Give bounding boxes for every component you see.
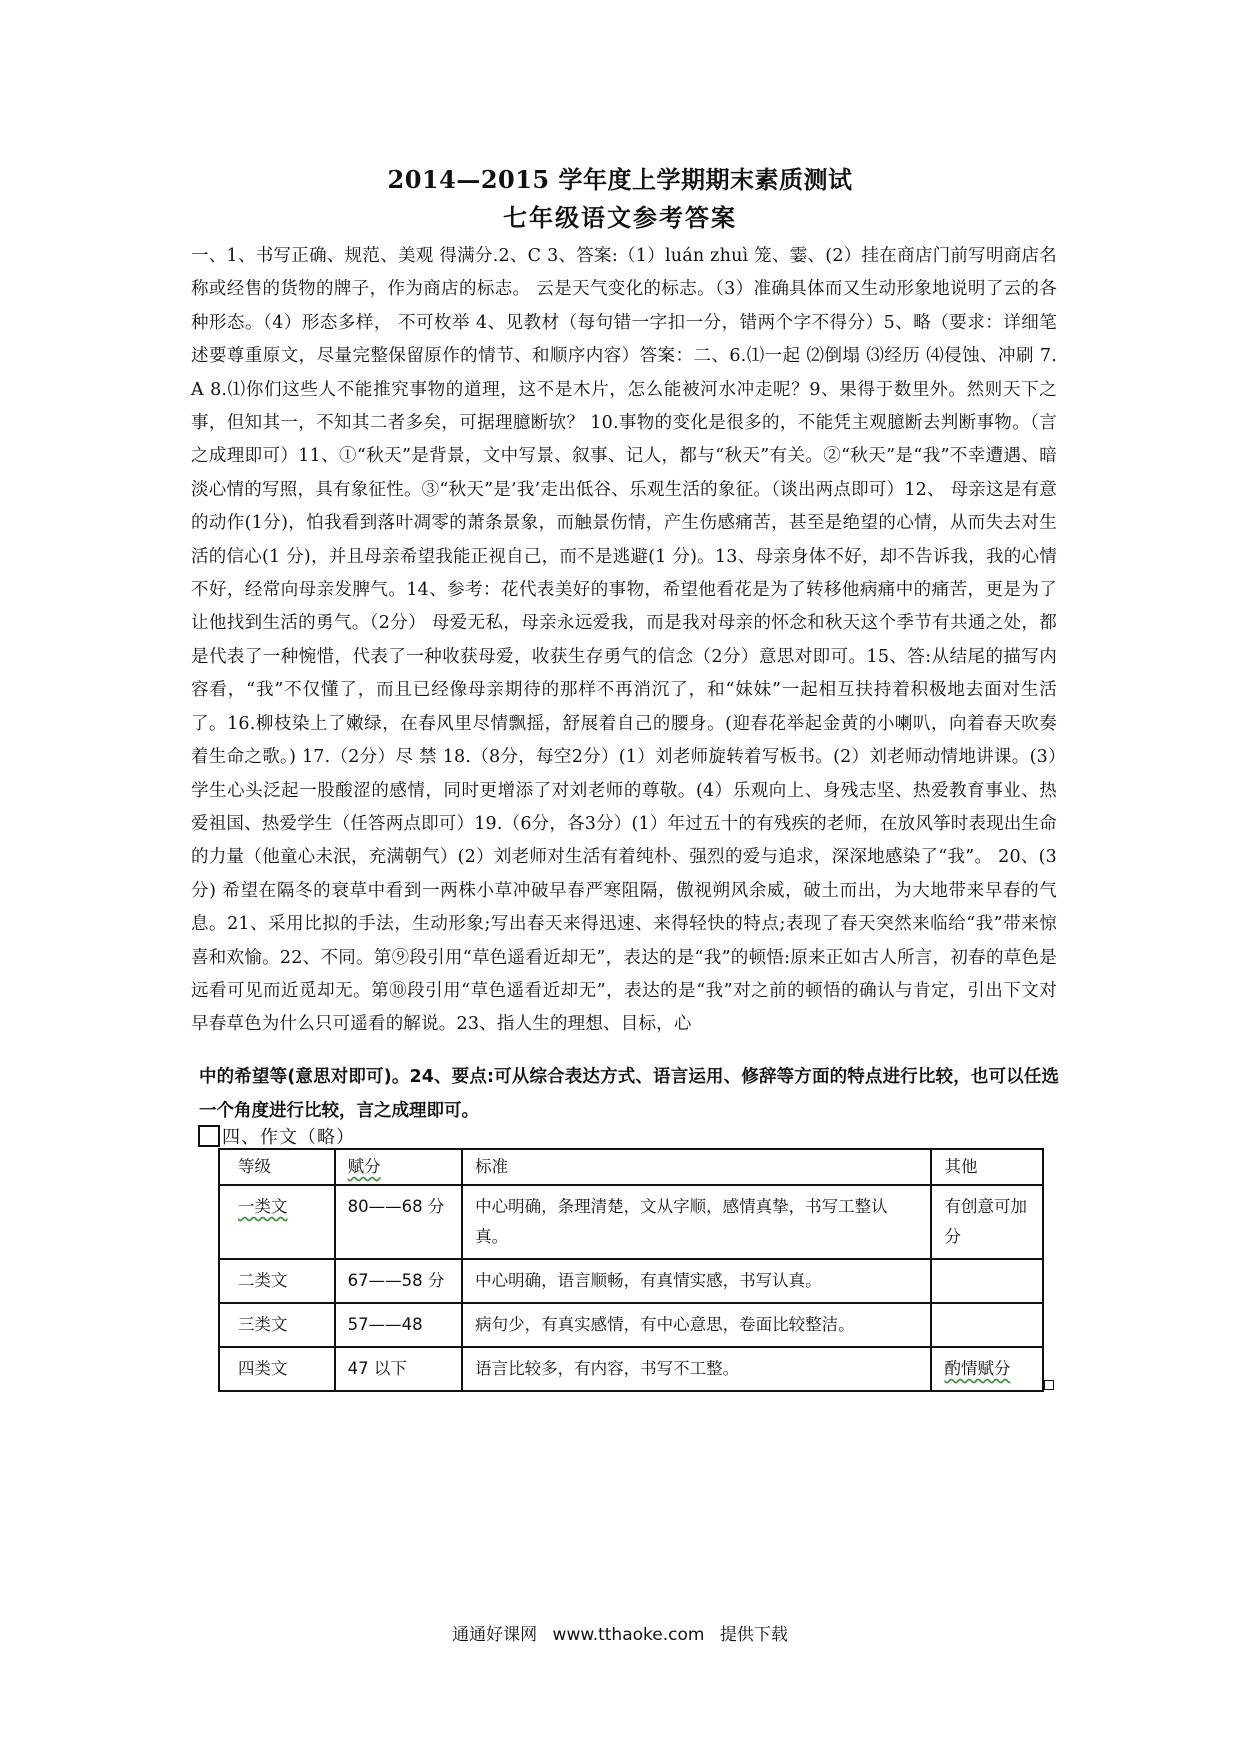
header-score-label: 赋分 — [347, 1157, 381, 1176]
cell-other — [931, 1259, 1043, 1303]
header-criteria: 标准 — [462, 1149, 931, 1185]
document-title: 2014—2015 学年度上学期期末素质测试 — [387, 165, 853, 194]
table-anchor-icon — [198, 1125, 220, 1147]
cell-score: 80——68 分 — [335, 1185, 463, 1259]
footer-url: www.tthaoke.com — [552, 1625, 705, 1645]
cell-score: 47 以下 — [335, 1347, 463, 1391]
cell-score: 67——58 分 — [335, 1259, 463, 1303]
document-subtitle: 七年级语文参考答案 — [503, 203, 737, 232]
cell-other — [931, 1303, 1043, 1347]
table-resize-handle — [1044, 1380, 1054, 1390]
table-row — [219, 1259, 1043, 1303]
grading-table — [218, 1148, 1044, 1392]
cell-grade: 四类文 — [219, 1347, 335, 1391]
composition-heading-text: 、作文（略） — [241, 1127, 355, 1148]
cell-criteria: 语言比较多，有内容，书写不工整。 — [462, 1347, 931, 1391]
answers-body — [191, 240, 1057, 1042]
answers-paragraph: 一、1、书写正确、规范、美观 得满分.2、C 3、答案:（1）luán zhuì 笼、霎、(2）挂在商店门前写明商店名称或经售的货物的牌子，作为商店的标志。 云是天气变化的标志。（3）准确具体而又生动形象地说明了云的各种形态。（4）形态多样， 不可枚举 4、见教材（每句错一字扣一分，错两个字不得分）5、略（要求：详细笔述要尊重原文，尽量完整保留原作的情节、和顺序内容）答案：二、6.⑴一起 ⑵倒塌 ⑶经历 ⑷侵蚀、冲刷 7. A 8.⑴你们这些人不能推究事物的道理，这不是木片，怎么能被河水冲走呢？9、果得于数里外。然则天下之事，但知其一，不知其二者多矣，可据理臆断欤？ 10.事物的变化是很多的，不能凭主观臆断去判断事物。（言之成理即可）11、①“秋天”是背景，文中写景、叙事、记人，都与“秋天”有关。②“秋天”是“我”不幸遭遇、暗淡心情的写照，具有象征性。③“秋天”是’我’走出低谷、乐观生活的象征。（谈出两点即可）12、 母亲这是有意的动作(1分)，怕我看到落叶凋零的萧条景象，而触景伤情，产生伤感痛苦，甚至是绝望的心情，从而失去对生活的信心(1 分)，并且母亲希望我能正视自己，而不是逃避(1 分)。13、母亲身体不好，却不告诉我，我的心情不好，经常向母亲发脾气。14、参考：花代表美好的事物，希望他看花是为了转移他病痛中的痛苦，更是为了让他找到生活的勇气。（2分） 母爱无私，母亲永远爱我，而是我对母亲的怀念和秋天这个季节有共通之处，都是代表了一种惋惜，代表了一种收获母爱，收获生存勇气的信念（2分）意思对即可。15、答:从结尾的描写内容看，“我”不仅懂了，而且已经像母亲期待的那样不再消沉了，和“妹妹”一起相互扶持着积极地去面对生活了。16.柳枝染上了嫩绿，在春风里尽情飘摇，舒展着自己的腰身。(迎春花举起金黄的小喇叭，向着春天吹奏着生命之歌。) 17.（2分）尽 禁 18.（8分，每空2分）(1）刘老师旋转着写板书。(2）刘老师动情地讲课。(3）学生心头泛起一股酸涩的感情，同时更增添了对刘老师的尊敬。(4）乐观向上、身残志坚、热爱教育事业、热爱祖国、热爱学生（任答两点即可）19.（6分，各3分）(1）年过五十的有残疾的老师，在放风筝时表现出生命的力量（他童心未泯，充满朝气）(2）刘老师对生活有着纯朴、强烈的爱与追求，深深地感染了“我”。 20、(3分) 希望在隔冬的衰草中看到一两株小草冲破早春严寒阻隔，傲视朔风余威，破土而出，为大地带来早春的气息。21、采用比拟的手法，生动形象;写出春天来得迅速、来得轻快的特点;表现了春天突然来临给“我”带来惊喜和欢愉。22、不同。第⑨段引用“草色遥看近却无”，表达的是“我”的顿悟:原来正如古人所言，初春的草色是远看可见而近觅却无。第⑩段引用“草色遥看近却无”，表达的是“我”对之前的顿悟的确认与肯定，引出下文对早春草色为什么只可遥看的解说。23、指人生的理想、目标，心 — [191, 246, 1057, 1035]
header-other: 其他 — [931, 1149, 1043, 1185]
grade-label: 一类文 — [238, 1197, 288, 1216]
cell-criteria: 中心明确，条理清楚，文从字顺，感情真挚，书写工整认真。 — [462, 1185, 931, 1259]
cell-criteria: 中心明确，语言顺畅，有真情实感，书写认真。 — [462, 1259, 931, 1303]
cell-other: 有创意可加分 — [931, 1185, 1043, 1259]
other-label: 酌情赋分 — [944, 1359, 1011, 1378]
cell-grade — [219, 1185, 335, 1259]
cell-grade: 三类文 — [219, 1303, 335, 1347]
composition-heading-prefix: 四 — [222, 1127, 241, 1148]
header-score — [335, 1149, 463, 1185]
page-footer — [0, 1620, 1240, 1645]
table-row — [219, 1303, 1043, 1347]
footer-site-name: 通通好课网 — [452, 1625, 538, 1645]
cell-criteria: 病句少，有真实感情，有中心意思，卷面比较整洁。 — [462, 1303, 931, 1347]
answers-continuation — [199, 1060, 1059, 1128]
cell-grade: 二类文 — [219, 1259, 335, 1303]
table-header-row — [219, 1149, 1043, 1185]
footer-suffix: 提供下载 — [719, 1625, 788, 1645]
answers-continuation-text: 中的希望等(意思对即可)。24、要点:可从综合表达方式、语言运用、修辞等方面的特点进行比较，也可以任选一个角度进行比较，言之成理即可。 — [199, 1067, 1059, 1121]
cell-score: 57——48 — [335, 1303, 463, 1347]
cell-other — [931, 1347, 1043, 1391]
header-grade: 等级 — [219, 1149, 335, 1185]
composition-heading — [198, 1123, 355, 1149]
table-row — [219, 1347, 1043, 1391]
table-row — [219, 1185, 1043, 1259]
